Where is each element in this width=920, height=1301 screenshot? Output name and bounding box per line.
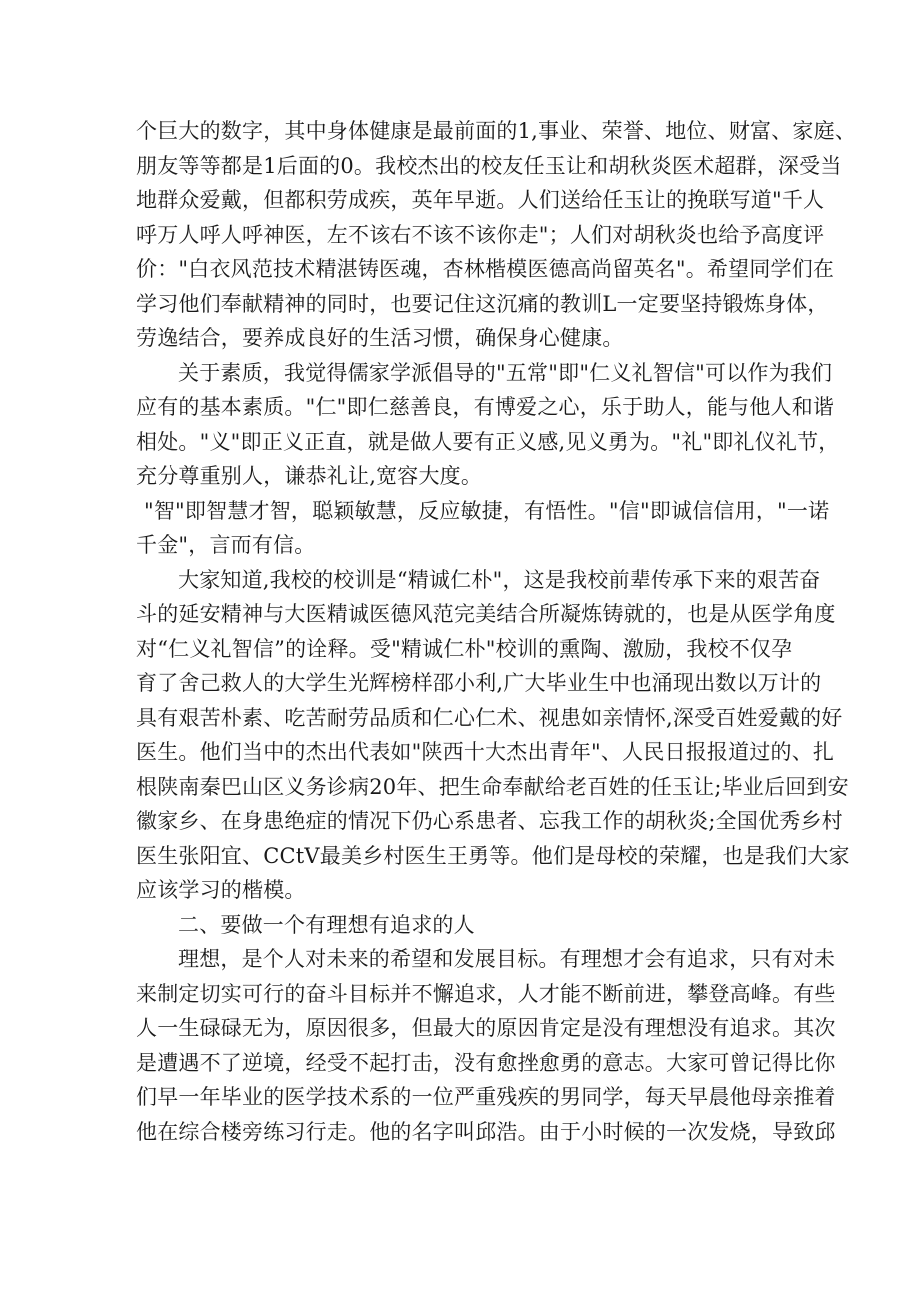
- text-line: 来制定切实可行的奋斗目标并不懈追求，人才能不断前进，攀登高峰。有些: [136, 981, 836, 1006]
- text-line: 人一生碌碌无为，原因很多，但最大的原因肯定是没有理想没有追求。其次: [136, 1016, 836, 1040]
- paragraph-start-line: 理想，是个人对未来的希望和发展目标。有理想才会有追求，只有对未: [178, 947, 836, 971]
- text-line: 地群众爱戴，但都积劳成疾，英年早逝。人们送给任玉让的挽联写道"千人: [136, 188, 825, 212]
- text-line: 千金"，言而有信。: [136, 533, 316, 557]
- text-line: 们早一年毕业的医学技术系的一位严重残疾的男同学，每天早晨他母亲推着: [136, 1085, 836, 1109]
- text-line: 根陕南秦巴山区义务诊病20年、把生命奉献给老百姓的任玉让;毕业后回到安: [136, 774, 849, 799]
- text-line: 是遭遇不了逆境，经受不起打击，没有愈挫愈勇的意志。大家可曾记得比你: [136, 1050, 836, 1075]
- text-line: 劳逸结合，要养成良好的生活习惯，确保身心健康。: [136, 326, 624, 350]
- text-line: 个巨大的数字，其中身体健康是最前面的1,事业、荣誉、地位、财富、家庭、: [136, 119, 857, 143]
- text-line: 呼万人呼人呼神医，左不该右不该不该你走"；人们对胡秋炎也给予高度评: [136, 222, 825, 247]
- text-line: 他在综合楼旁练习行走。他的名字叫邱浩。由于小时候的一次发烧，导致邱: [136, 1119, 836, 1144]
- text-line: 医生。他们当中的杰出代表如"陕西十大杰出青年"、人民日报报道过的、扎: [136, 740, 835, 764]
- text-line: 徽家乡、在身患绝症的情况下仍心系患者、忘我工作的胡秋炎;全国优秀乡村: [136, 809, 843, 833]
- body-text: [136, 114, 857, 1149]
- paragraph-start-line: 关于素质，我觉得儒家学派倡导的"五常"即"仁义礼智信"可以作为我们: [178, 360, 833, 385]
- text-line: 价："白衣风范技术精湛铸医魂，杏林楷模医德高尚留英名"。希望同学们在: [136, 257, 835, 281]
- text-line: 斗的延安精神与大医精诚医德风范完美结合所凝炼铸就的，也是从医学角度: [136, 602, 836, 626]
- text-line: 充分尊重别人，谦恭礼让,宽容大度。: [136, 464, 483, 488]
- text-line: 育了舍己救人的大学生光辉榜样邵小利,广大毕业生中也涌现出数以万计的: [136, 671, 822, 695]
- section-heading: 二、要做一个有理想有追求的人: [178, 912, 475, 937]
- text-line: 应有的基本素质。"仁"即仁慈善良，有博爱之心，乐于助人，能与他人和谐: [136, 395, 835, 419]
- paragraph-start-line: 大家知道,我校的校训是“精诚仁朴"，这是我校前辈传承下来的艰苦奋: [178, 567, 821, 592]
- text-line: 学习他们奉献精神的同时，也要记住这沉痛的教训L一定要坚持锻炼身体，: [136, 291, 829, 316]
- text-line: 对“仁义礼智信”的诠释。受"精诚仁朴"校训的熏陶、激励，我校不仅孕: [136, 636, 793, 661]
- text-line: 相处。"义"即正义正直，就是做人要有正义感,见义勇为。"礼"即礼仪礼节，: [136, 429, 840, 454]
- paragraph-start-line: "智"即智慧才智，聪颖敏慧，反应敏捷，有悟性。"信"即诚信信用，"一诺: [144, 498, 830, 523]
- text-line: 朋友等等都是1后面的0。我校杰出的校友任玉让和胡秋炎医术超群，深受当: [136, 153, 842, 178]
- text-line: 医生张阳宜、CCtV最美乡村医生王勇等。他们是母校的荣耀，也是我们大家: [136, 843, 850, 868]
- text-line: 具有艰苦朴素、吃苦耐劳品质和仁心仁术、视患如亲情怀,深受百姓爱戴的好: [136, 705, 843, 730]
- text-line: 应该学习的楷模。: [136, 878, 306, 902]
